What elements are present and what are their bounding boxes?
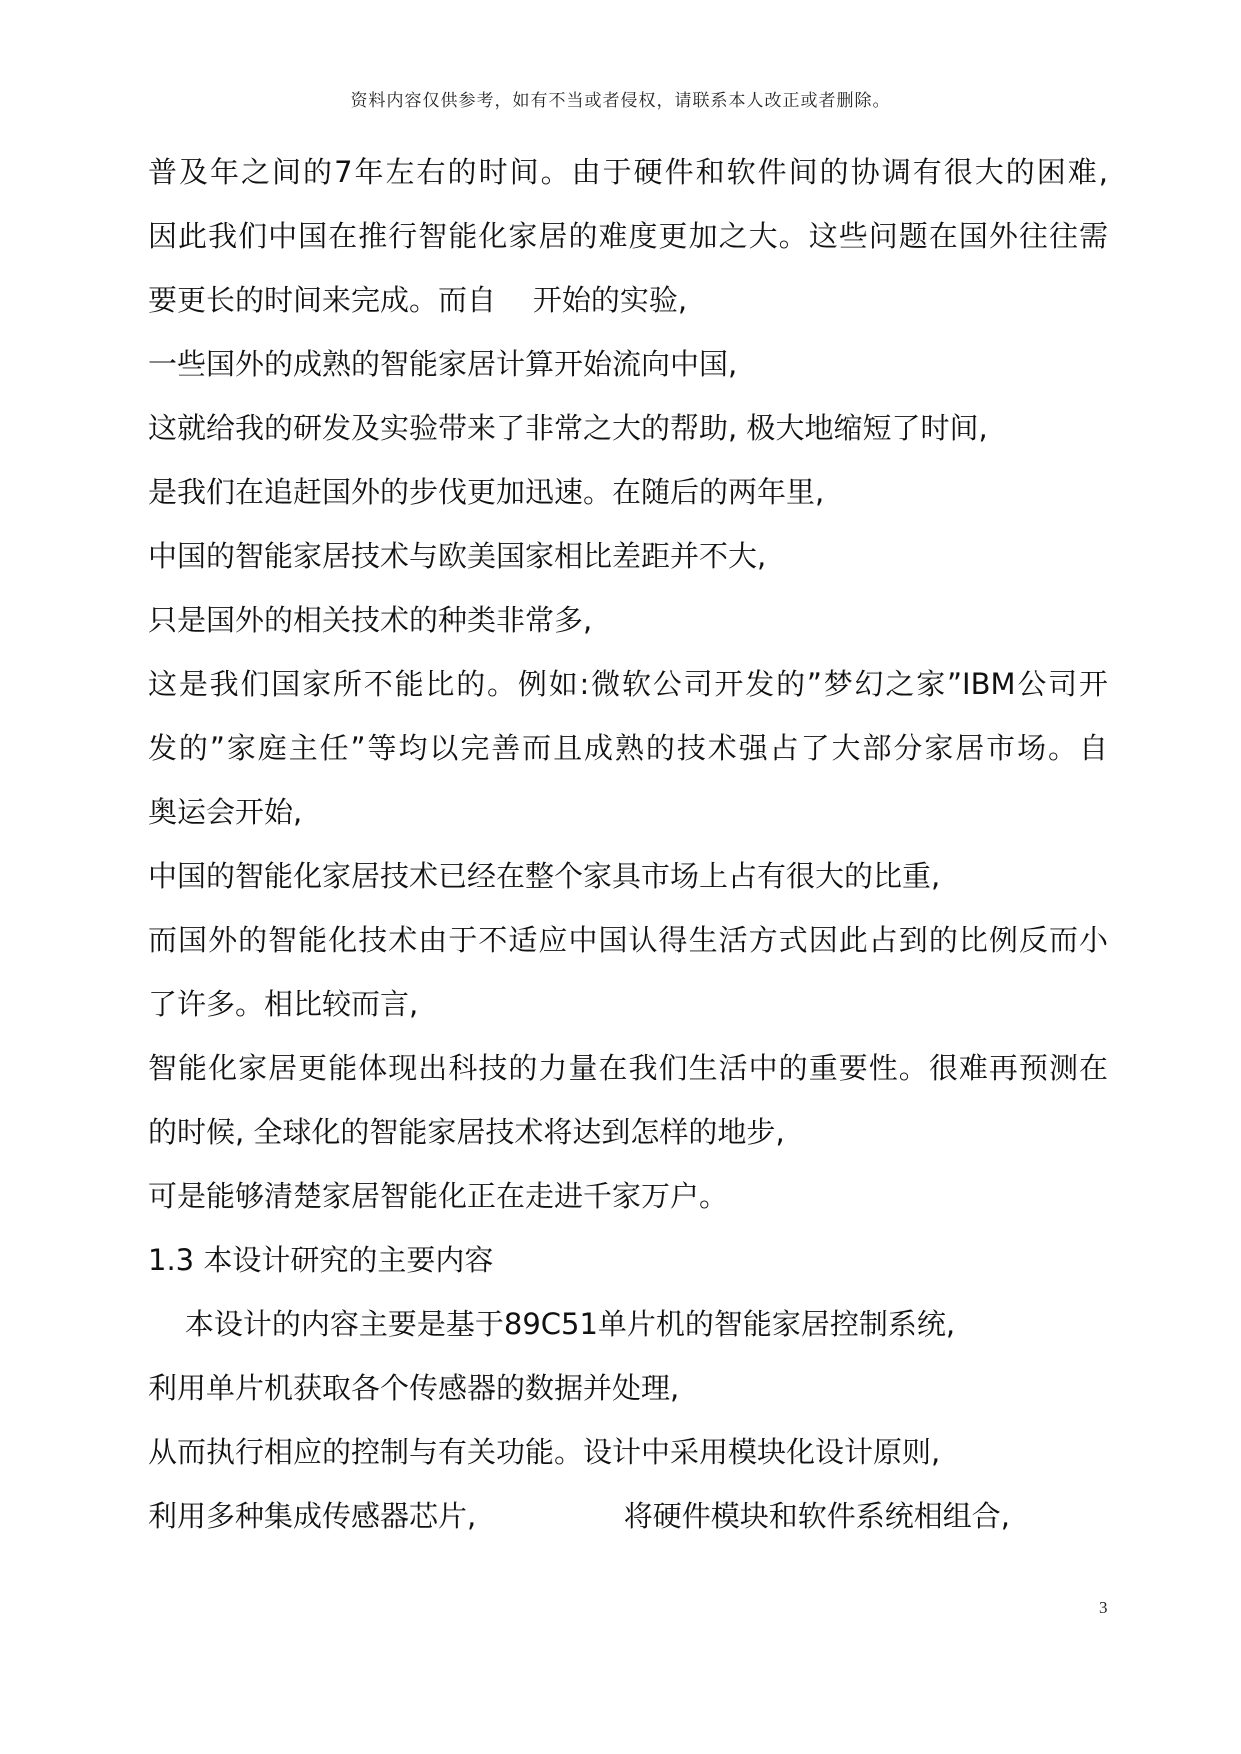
body-line: 这是我们国家所不能比的。例如:微软公司开发的”梦幻之家”IBM公司开	[148, 667, 1108, 701]
body-line: 普及年之间的7年左右的时间。由于硬件和软件间的协调有很大的困难,	[148, 155, 1108, 189]
page-number: 3	[1099, 1598, 1108, 1617]
body-line: 的时候, 全球化的智能家居技术将达到怎样的地步,	[148, 1115, 785, 1149]
body-line: 因此我们中国在推行智能化家居的难度更加之大。这些问题在国外往往需	[148, 219, 1108, 253]
body-line: 要更长的时间来完成。而自 开始的实验,	[148, 283, 688, 317]
body-line: 这就给我的研发及实验带来了非常之大的帮助, 极大地缩短了时间,	[148, 411, 988, 445]
document-body	[148, 140, 1108, 1548]
body-line: 一些国外的成熟的智能家居计算开始流向中国,	[148, 347, 738, 381]
body-line: 了许多。相比较而言,	[148, 987, 419, 1021]
body-line: 奥运会开始,	[148, 795, 303, 829]
body-line: 本设计的内容主要是基于89C51单片机的智能家居控制系统,	[148, 1307, 956, 1341]
body-line: 中国的智能家居技术与欧美国家相比差距并不大,	[148, 539, 767, 573]
body-line: 智能化家居更能体现出科技的力量在我们生活中的重要性。很难再预测在	[148, 1051, 1108, 1085]
disclaimer-header: 资料内容仅供参考，如有不当或者侵权，请联系本人改正或者删除。	[350, 91, 891, 111]
body-line: 从而执行相应的控制与有关功能。设计中采用模块化设计原则,	[148, 1435, 941, 1469]
body-line: 而国外的智能化技术由于不适应中国认得生活方式因此占到的比例反而小	[148, 923, 1108, 957]
body-line: 只是国外的相关技术的种类非常多,	[148, 603, 593, 637]
body-line: 可是能够清楚家居智能化正在走进千家万户。	[148, 1179, 729, 1213]
body-line: 发的”家庭主任”等均以完善而且成熟的技术强占了大部分家居市场。自	[148, 731, 1108, 765]
section-heading: 1.3 本设计研究的主要内容	[148, 1243, 494, 1277]
body-line: 是我们在追赶国外的步伐更加迅速。在随后的两年里,	[148, 475, 825, 509]
body-line: 利用多种集成传感器芯片, 将硬件模块和软件系统相组合,	[148, 1499, 1010, 1533]
body-line: 利用单片机获取各个传感器的数据并处理,	[148, 1371, 680, 1405]
body-line: 中国的智能化家居技术已经在整个家具市场上占有很大的比重,	[148, 859, 941, 893]
